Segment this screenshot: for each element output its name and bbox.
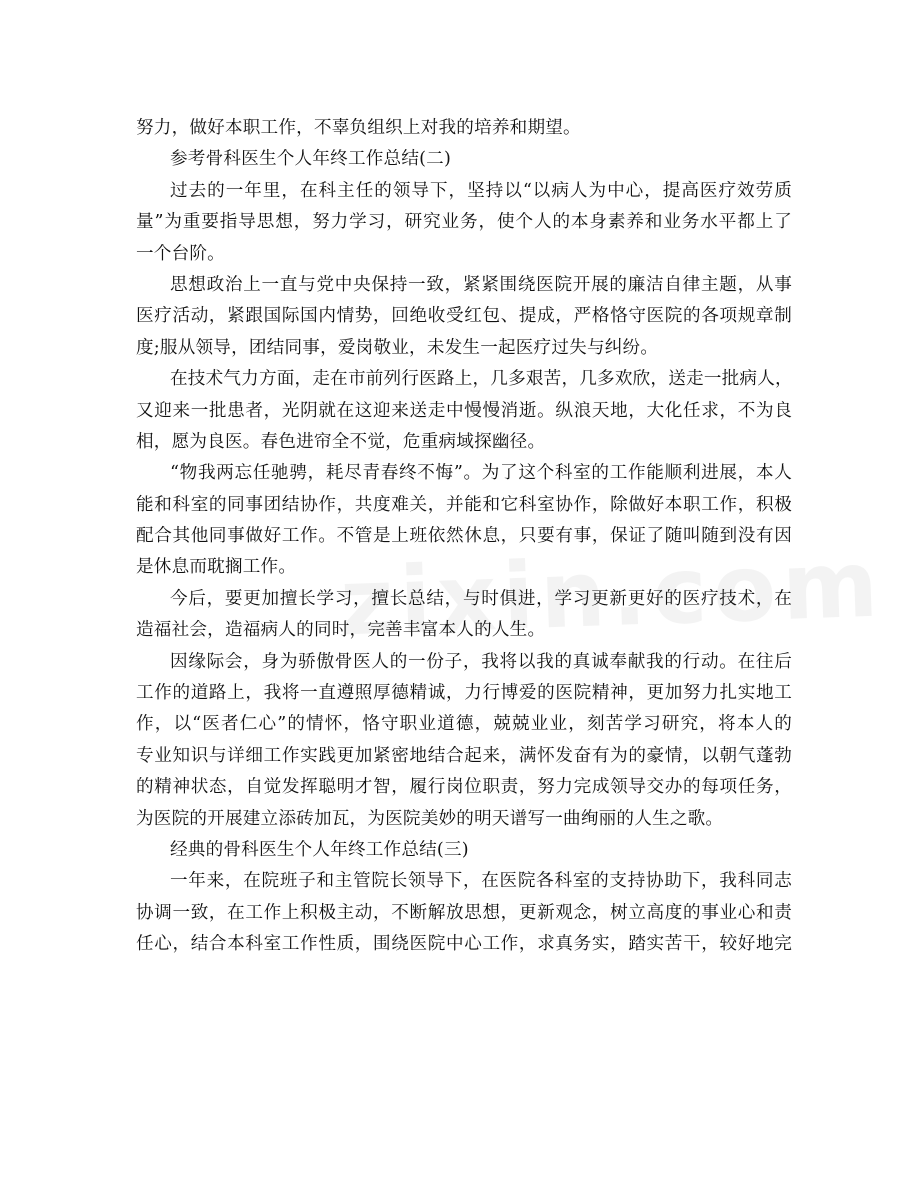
paragraph-first-line: 因缘际会，身为骄傲骨医人的一份子，我将以我的真诚奉献我的行动。在往后 bbox=[170, 651, 792, 672]
paragraph-line: 又迎来一批患者，光阴就在这迎来送走中慢慢消逝。纵浪天地，大化任求，不为良 bbox=[136, 400, 792, 421]
paragraph-last-line: 一个台阶。 bbox=[136, 243, 225, 264]
paragraph-first-line: “物我两忘任驰骋，耗尽青春终不悔”。为了这个科室的工作能顺利进展，本人 bbox=[170, 463, 792, 484]
paragraph-last-line: 造福社会，造福病人的同时，完善丰富本人的人生。 bbox=[136, 620, 546, 641]
paragraph-line: 任心，结合本科室工作性质，围绕医院中心工作，求真务实，踏实苦干，较好地完 bbox=[136, 934, 792, 955]
paragraph-line: 量”为重要指导思想，努力学习，研究业务，使个人的本身素养和业务水平都上了 bbox=[136, 212, 792, 233]
paragraph-line: 专业知识与详细工作实践更加紧密地结合起来，满怀发奋有为的豪情，以朝气蓬勃 bbox=[136, 745, 792, 766]
document-body bbox=[136, 113, 792, 961]
paragraph-line: 协调一致，在工作上积极主动，不断解放思想，更新观念，树立高度的事业心和责 bbox=[136, 902, 792, 923]
paragraph-last-line: 为医院的开展建立添砖加瓦，为医院美妙的明天谱写一曲绚丽的人生之歌。 bbox=[136, 808, 724, 829]
paragraph-first-line: 一年来，在院班子和主管院长领导下，在医院各科室的支持协助下，我科同志 bbox=[170, 871, 792, 892]
paragraph-first-line: 在技术气力方面，走在市前列行医路上，几多艰苦，几多欢欣，送走一批病人， bbox=[170, 369, 793, 390]
paragraph-line: 工作的道路上，我将一直遵照厚德精诚，力行博爱的医院精神，更加努力扎实地工 bbox=[136, 683, 792, 704]
section-heading: 参考骨科医生个人年终工作总结(二) bbox=[170, 149, 452, 170]
paragraph-line: 医疗活动，紧跟国际国内情势，回绝收受红包、提成，严格恪守医院的各项规章制 bbox=[136, 306, 792, 327]
paragraph-first-line: 思想政治上一直与党中央保持一致，紧紧围绕医院开展的廉洁自律主题，从事 bbox=[170, 274, 792, 295]
paragraph-last-line: 相，愿为良医。春色进帘全不觉，危重病域探幽径。 bbox=[136, 431, 546, 452]
paragraph-line: 能和科室的同事团结协作，共度难关，并能和它科室协作，除做好本职工作，积极 bbox=[136, 494, 792, 515]
paragraph-line: 配合其他同事做好工作。不管是上班依然休息，只要有事，保证了随叫随到没有因 bbox=[136, 526, 792, 547]
section-heading: 经典的骨科医生个人年终工作总结(三) bbox=[170, 839, 469, 860]
paragraph-first-line: 过去的一年里，在科主任的领导下，坚持以“以病人为中心，提高医疗效劳质 bbox=[170, 180, 792, 201]
paragraph-line: 的精神状态，自觉发挥聪明才智，履行岗位职责，努力完成领导交办的每项任务， bbox=[136, 777, 792, 798]
paragraph-last-line: 度;服从领导，团结同事，爱岗敬业，未发生一起医疗过失与纠纷。 bbox=[136, 337, 659, 358]
paragraph-line: 作，以“医者仁心”的情怀，恪守职业道德，兢兢业业，刻苦学习研究，将本人的 bbox=[136, 714, 792, 735]
paragraph-last-line: 是休息而耽搁工作。 bbox=[136, 557, 297, 578]
paragraph-last-line: 努力，做好本职工作，不辜负组织上对我的培养和期望。 bbox=[136, 118, 581, 138]
paragraph-first-line: 今后，要更加擅长学习，擅长总结，与时俱进，学习更新更好的医疗技术，在 bbox=[170, 588, 792, 609]
